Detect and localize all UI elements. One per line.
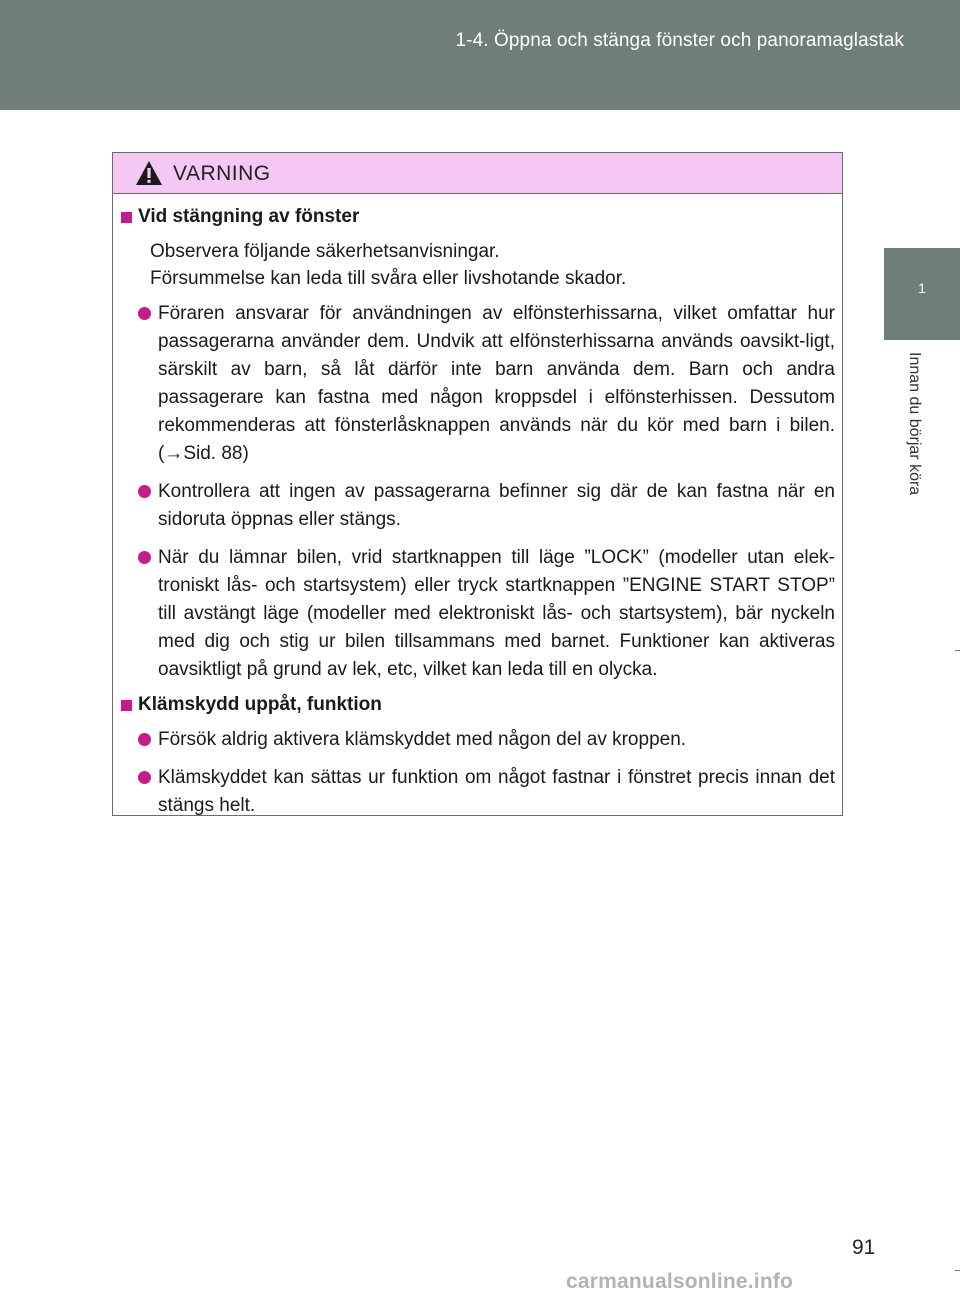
intro-line: Observera följande säkerhetsanvisningar. [150,241,500,262]
watermark: carmanualsonline.info [566,1270,794,1293]
margin-tick [955,10,960,11]
margin-tick [955,650,960,651]
intro-line: Försummelse kan leda till svåra eller livshotande skador. [150,268,627,289]
section-heading-text: Vid stängning av fönster [138,206,360,227]
warning-body [113,194,842,820]
warning-title: VARNING [173,162,271,185]
chapter-tab [884,248,960,340]
bullet-text: Försök aldrig aktivera klämskyddet med någon del av kroppen. [158,729,687,750]
chapter-title: 1-4. Öppna och stänga fönster och panoramaglastak [455,30,904,51]
bullet-item [158,478,835,534]
round-bullet-icon [138,551,151,564]
page-header [0,0,960,110]
square-bullet-icon [121,212,132,223]
section-heading [121,694,835,716]
warning-box [112,152,843,816]
page-number: 91 [852,1236,876,1259]
chapter-side-label: Innan du börjar köra [906,352,923,496]
round-bullet-icon [138,733,151,746]
bullet-text: Klämskyddet kan sättas ur funktion om något fastnar i fönstret precis innan det stängs helt. [158,767,835,816]
intro-text [150,238,835,292]
chapter-number: 1 [918,280,926,296]
bullet-item [158,544,835,684]
section-heading [121,206,835,228]
round-bullet-icon [138,307,151,320]
bullet-text: När du lämnar bilen, vrid startknappen till läge ”LOCK” (modeller utan elek-troniskt lås- och startsystem) eller tryck startknappen ”ENGINE START STOP” till avstängt läge (modeller med elektroniskt lås- och startsystem), bär nyckeln med dig och stig ur bilen tillsammans med barnet. Funktioner kan aktiveras oavsiktligt på grund av lek, etc, vilket kan leda till en olycka. [158,547,835,680]
bullet-item [158,764,835,820]
warning-triangle-icon [135,160,163,186]
round-bullet-icon [138,485,151,498]
bullet-item [158,726,835,754]
bullet-text: Kontrollera att ingen av passagerarna befinner sig där de kan fastna när en sidoruta öppnas eller stängs. [158,481,835,530]
bullet-text: Föraren ansvarar för användningen av elfönsterhissarna, vilket omfattar hur passagerarna använder dem. Undvik att elfönsterhissarna används oavsikt-ligt, särskilt av barn, så låt därför inte barn använda dem. Barn och andra passagerare kan fastna med någon kroppsdel i elfönsterhissen. Dessutom rekommenderas att fönsterlåsknappen används när du kör med barn i bilen. (→Sid. 88) [158,303,835,464]
section-heading-text: Klämskydd uppåt, funktion [138,694,382,715]
warning-header [113,153,842,194]
bullet-item [158,300,835,468]
square-bullet-icon [121,700,132,711]
margin-tick [955,1270,960,1271]
round-bullet-icon [138,771,151,784]
